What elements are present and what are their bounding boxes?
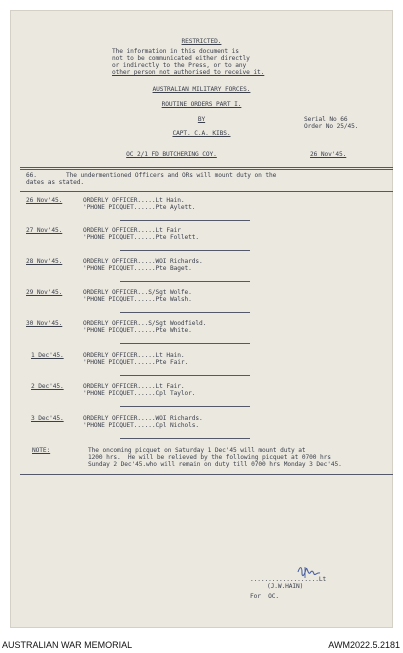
- note-line-3: Sunday 2 Dec'45.who will remain on duty till 0700 hrs Monday 3 Dec'45.: [88, 461, 342, 468]
- roster-officer: ORDERLY OFFICER...S/Sgt Woodfield.: [83, 320, 207, 327]
- roster-date: 1 Dec'45.: [31, 352, 64, 359]
- officer-name: CAPT. C.A. KIBS.: [172, 130, 231, 137]
- serial-number: Serial No 66: [304, 116, 348, 123]
- roster-picquet: 'PHONE PICQUET......Pte Aylett.: [83, 204, 196, 211]
- section-rule-mid: [20, 191, 393, 192]
- roster-picquet: 'PHONE PICQUET......Pte White.: [83, 327, 192, 334]
- archive-footer: [0, 638, 403, 653]
- by-label: BY: [197, 116, 206, 123]
- signature-line: ...................Lt: [250, 576, 327, 583]
- order-number: Order No 25/45.: [304, 123, 359, 130]
- section-rule-top: [20, 167, 393, 168]
- document-sheet: [10, 10, 393, 628]
- roster-divider: [120, 343, 250, 344]
- section-rule-top-2: [20, 169, 393, 170]
- roster-date: 28 Nov'45.: [26, 258, 63, 265]
- roster-date: 26 Nov'45.: [26, 197, 63, 204]
- roster-divider: [120, 250, 250, 251]
- notice-line-4: other person not authorised to receive it.: [112, 69, 265, 76]
- accession-number: AWM2022.5.2181: [328, 640, 400, 650]
- roster-picquet: 'PHONE PICQUET......Cpl Taylor.: [83, 390, 196, 397]
- roster-officer: ORDERLY OFFICER.....Lt Hain.: [83, 352, 185, 359]
- note-line-1: The oncoming picquet on Saturday 1 Dec'45 will mount duty at: [88, 447, 306, 454]
- signatory-name: (J.W.HAIN): [267, 583, 304, 590]
- roster-officer: ORDERLY OFFICER.....Lt Hain.: [83, 197, 185, 204]
- paragraph-number: 66.: [26, 172, 37, 179]
- roster-date: 29 Nov'45.: [26, 289, 63, 296]
- for-oc-label: For OC.: [250, 593, 280, 600]
- roster-picquet: 'PHONE PICQUET......Pte Baget.: [83, 265, 192, 272]
- order-date: 26 Nov'45.: [310, 151, 347, 158]
- roster-divider: [120, 220, 250, 221]
- paragraph-line-1: The undermentioned Officers and ORs will mount duty on the: [66, 172, 277, 179]
- institution-name: AUSTRALIAN WAR MEMORIAL: [2, 640, 133, 650]
- notice-line-1: The information in this document is: [112, 48, 239, 55]
- roster-picquet: 'PHONE PICQUET......Pte Fair.: [83, 359, 189, 366]
- roster-officer: ORDERLY OFFICER...S/Sgt Wolfe.: [83, 289, 192, 296]
- force-heading: AUSTRALIAN MILITARY FORCES.: [152, 86, 251, 93]
- classification-heading: RESTRICTED.: [181, 38, 222, 45]
- orders-title: ROUTINE ORDERS PART I.: [161, 101, 242, 108]
- roster-date: 27 Nov'45.: [26, 227, 63, 234]
- roster-divider: [120, 406, 250, 407]
- notice-line-3: or indirectly to the Press, or to any: [112, 62, 247, 69]
- roster-divider: [120, 375, 250, 376]
- paragraph-line-2: dates as stated.: [26, 179, 85, 186]
- roster-date: 2 Dec'45.: [31, 383, 64, 390]
- roster-officer: ORDERLY OFFICER.....WOI Richards.: [83, 415, 203, 422]
- roster-divider: [120, 438, 250, 439]
- roster-date: 3 Dec'45.: [31, 415, 64, 422]
- section-rule-bottom: [20, 474, 393, 475]
- notice-line-2: not to be communicated either directly: [112, 55, 250, 62]
- roster-picquet: 'PHONE PICQUET......Pte Follett.: [83, 234, 200, 241]
- roster-picquet: 'PHONE PICQUET......Pte Walsh.: [83, 296, 192, 303]
- roster-officer: ORDERLY OFFICER.....WOI Richards.: [83, 258, 203, 265]
- unit-name: OC 2/1 FD BUTCHERING COY.: [126, 151, 217, 158]
- roster-date: 30 Nov'45.: [26, 320, 63, 327]
- roster-officer: ORDERLY OFFICER.....Lt Fair.: [83, 383, 185, 390]
- note-line-2: 1200 hrs. He will be relieved by the following picquet at 0700 hrs: [88, 454, 331, 461]
- roster-picquet: 'PHONE PICQUET......Cpl Nichols.: [83, 422, 200, 429]
- roster-divider: [120, 312, 250, 313]
- roster-divider: [120, 281, 250, 282]
- roster-officer: ORDERLY OFFICER.....Lt Fair: [83, 227, 181, 234]
- note-label: NOTE:: [32, 447, 51, 454]
